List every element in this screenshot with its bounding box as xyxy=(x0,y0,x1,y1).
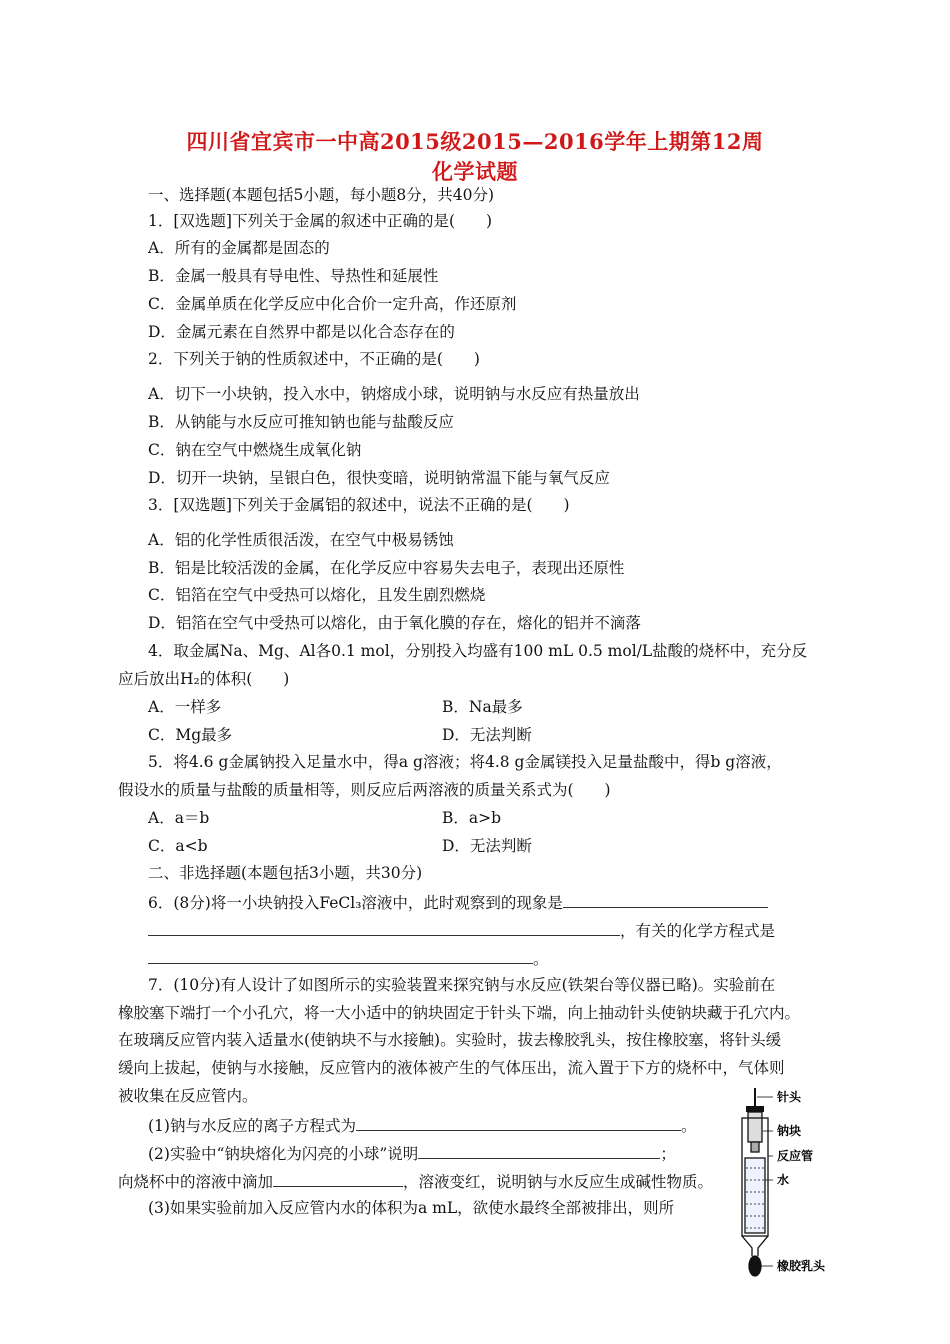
q3-option-b: B．铝是比较活泼的金属，在化学反应中容易失去电子，表现出还原性 xyxy=(148,559,625,577)
q7-para-line-4: 缓向上拔起，使钠与水接触，反应管内的液体被产生的气体压出，流入置于下方的烧杯中，气体则 xyxy=(118,1059,785,1077)
q6-text-2: ，有关的化学方程式是 xyxy=(620,922,776,940)
figure-label-water: 水 xyxy=(777,1173,790,1187)
q6-answer-blank-1[interactable] xyxy=(563,891,768,908)
q2-option-c: C．钠在空气中燃烧生成氧化钠 xyxy=(148,441,362,459)
q5-option-a: A．a＝b xyxy=(148,809,210,827)
q2-option-d: D．切开一块钠，呈银白色，很快变暗，说明钠常温下能与氧气反应 xyxy=(148,469,610,487)
q6-text-3: 。 xyxy=(533,950,549,968)
q1-option-b: B．金属一般具有导电性、导热性和延展性 xyxy=(148,267,439,285)
q4-option-c: C．Mg最多 xyxy=(148,726,233,744)
q6-text-1: 6．(8分)将一小块钠投入FeCl₃溶液中，此时观察到的现象是 xyxy=(148,894,563,912)
figure-label-rubber-bulb: 橡胶乳头 xyxy=(777,1259,826,1273)
q7-sub-2b-text: 向烧杯中的溶液中滴加 xyxy=(118,1173,274,1191)
figure-label-sodium-block: 钠块 xyxy=(777,1124,802,1138)
q7-sub-1-blank[interactable] xyxy=(356,1114,681,1131)
figure-label-needle: 针头 xyxy=(777,1090,802,1104)
q4-stem-line-1: 4．取金属Na、Mg、Al各0.1 mol，分别投入均盛有100 mL 0.5 mol/L盐酸的烧杯中，充分反 xyxy=(148,642,808,660)
q4-option-b: B．Na最多 xyxy=(442,698,523,716)
q5-option-c: C．a<b xyxy=(148,837,208,855)
q6-line-3 xyxy=(148,947,549,969)
q7-sub-1-text: (1)钠与水反应的离子方程式为 xyxy=(148,1117,356,1135)
section-1-heading: 一、选择题(本题包括5小题，每小题8分，共40分) xyxy=(148,186,495,204)
q7-sub-1 xyxy=(148,1114,696,1136)
q7-para-line-3: 在玻璃反应管内装入适量水(使钠块不与水接触)。实验时，拔去橡胶乳头，按住橡胶塞，将针头缓 xyxy=(118,1031,782,1049)
q5-option-b: B．a>b xyxy=(442,809,502,827)
q1-stem: 1．[双选题]下列关于金属的叙述中正确的是( ) xyxy=(148,212,493,230)
q7-sub-2 xyxy=(148,1142,676,1164)
q2-stem: 2．下列关于钠的性质叙述中，不正确的是( ) xyxy=(148,350,480,368)
q4-option-d: D．无法判断 xyxy=(442,726,532,744)
q1-option-a: A．所有的金属都是固态的 xyxy=(148,239,330,257)
q6-answer-blank-3[interactable] xyxy=(148,947,533,964)
q5-option-d: D．无法判断 xyxy=(442,837,532,855)
q2-option-a: A．切下一小块钠，投入水中，钠熔成小球，说明钠与水反应有热量放出 xyxy=(148,385,640,403)
q7-para-line-5: 被收集在反应管内。 xyxy=(118,1087,258,1105)
q7-sub-2-text: (2)实验中“钠块熔化为闪亮的小球”说明 xyxy=(148,1145,419,1163)
q7-sub-3: (3)如果实验前加入反应管内水的体积为a mL，欲使水最终全部被排出，则所 xyxy=(148,1199,675,1217)
q3-option-d: D．铝箔在空气中受热可以熔化，由于氧化膜的存在，熔化的铝并不滴落 xyxy=(148,614,641,632)
q1-option-c: C．金属单质在化学反应中化合价一定升高，作还原剂 xyxy=(148,295,517,313)
q3-option-a: A．铝的化学性质很活泼，在空气中极易锈蚀 xyxy=(148,531,454,549)
section-2-heading: 二、非选择题(本题包括3小题，共30分) xyxy=(148,864,423,882)
q7-para-line-2: 橡胶塞下端打一个小孔穴，将一大小适中的钠块固定于针头下端，向上抽动针头使钠块藏于孔穴内。 xyxy=(118,1004,801,1022)
q3-option-c: C．铝箔在空气中受热可以熔化，且发生剧烈燃烧 xyxy=(148,586,486,604)
q7-sub-2-end: ； xyxy=(660,1145,676,1163)
q6-line-2 xyxy=(148,919,775,941)
q7-sub-2b xyxy=(118,1170,713,1192)
q1-option-d: D．金属元素在自然界中都是以化合态存在的 xyxy=(148,323,455,341)
q4-option-a: A．一样多 xyxy=(148,698,222,716)
reaction-apparatus-figure xyxy=(735,1088,935,1278)
apparatus-diagram xyxy=(742,1088,773,1276)
q6-answer-blank-2[interactable] xyxy=(148,919,620,936)
q7-sub-1-end: 。 xyxy=(680,1117,697,1135)
q3-stem: 3．[双选题]下列关于金属铝的叙述中，说法不正确的是( ) xyxy=(148,496,570,514)
q2-option-b: B．从钠能与水反应可推知钠也能与盐酸反应 xyxy=(148,413,454,431)
q5-stem-line-1: 5．将4.6 g金属钠投入足量水中，得a g溶液；将4.8 g金属镁投入足量盐酸中，得b g溶液， xyxy=(148,753,782,771)
title-line-2: 化学试题 xyxy=(432,159,518,184)
q7-sub-2b-end: ，溶液变红，说明钠与水反应生成碱性物质。 xyxy=(403,1173,714,1191)
q4-stem-line-2: 应后放出H₂的体积( ) xyxy=(118,670,290,688)
figure-label-reaction-tube: 反应管 xyxy=(777,1149,814,1163)
q7-para-line-1: 7．(10分)有人设计了如图所示的实验装置来探究钠与水反应(铁架台等仪器已略)。实验前在 xyxy=(148,976,776,994)
q7-sub-2b-blank[interactable] xyxy=(273,1170,403,1187)
q7-sub-2-blank[interactable] xyxy=(418,1142,660,1159)
q6-line-1 xyxy=(148,891,768,913)
q5-stem-line-2: 假设水的质量与盐酸的质量相等，则反应后两溶液的质量关系式为( ) xyxy=(118,781,611,799)
title-line-1: 四川省宜宾市一中高2015级2015—2016学年上期第12周 xyxy=(186,129,764,154)
